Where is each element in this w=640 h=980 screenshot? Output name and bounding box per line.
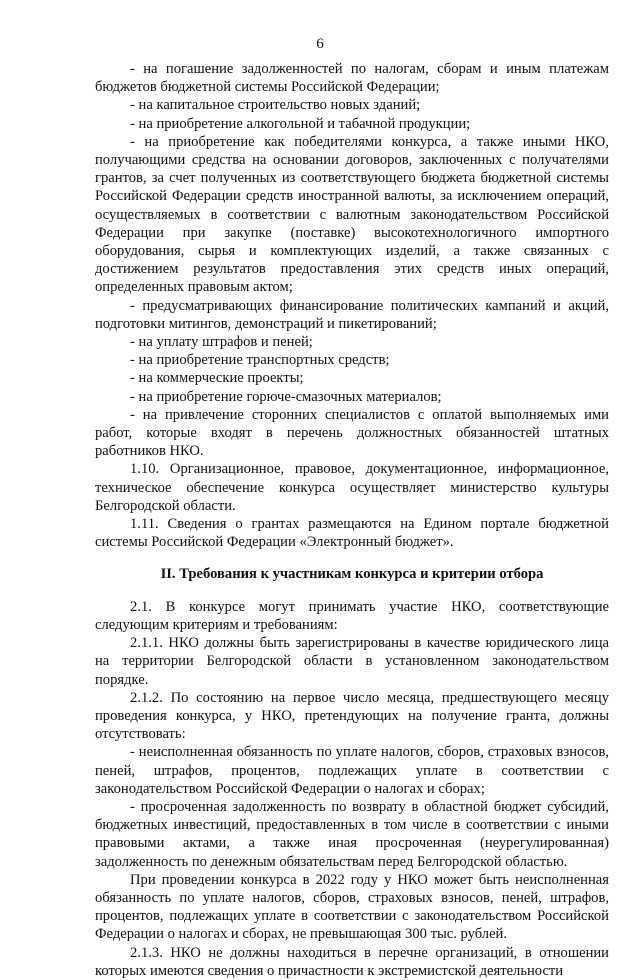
paragraph: - просроченная задолженность по возврату в областной бюджет субсидий, бюджетных инвестиций, предоставленных в том числе в соответствии с иными правовыми актами, а также иная просроченная (неурегулированная) задолженность по денежным обязательствам перед Белгородской областью.	[95, 798, 609, 870]
paragraph: 2.1.1. НКО должны быть зарегистрированы в качестве юридического лица на территории Белгородской области в установленном законодательством порядке.	[95, 635, 609, 688]
paragraph: - на капитальное строительство новых зданий;	[130, 97, 421, 114]
paragraph: - на приобретение алкогольной и табачной продукции;	[130, 115, 471, 132]
section-heading: II. Требования к участникам конкурса и критерии отбора	[160, 566, 544, 583]
paragraph: - на погашение задолженностей по налогам, сборам и иным платежам бюджетов бюджетной системы Российской Федерации;	[95, 61, 609, 96]
paragraph: - на уплату штрафов и пеней;	[130, 334, 313, 351]
paragraph: - на приобретение как победителями конкурса, а также иными НКО, получающими средства на основании договоров, заключенных с получателями грантов, за счет полученных из соответствующего бюджета бюджетной системы Российской Федерации средств иностранной валюты, за исключением операций, осуществляемых в соответствии с валютным законодательством Российской Федерации при закупке (поставке) высокотехнологичного импортного оборудования, сырья и комплектующих изделий, а также связанных с достижением результатов предоставления этих средств иных операций, определенных правовым актом;	[95, 133, 609, 296]
paragraph: - на привлечение сторонних специалистов с оплатой выполняемых ими работ, которые входят в перечень должностных обязанностей штатных работников НКО.	[95, 406, 609, 460]
paragraph: 1.10. Организационное, правовое, документационное, информационное, техническое обеспечение конкурса осуществляет министерство культуры Белгородской области.	[95, 461, 609, 514]
paragraph: - предусматривающих финансирование политических кампаний и акций, подготовки митингов, демонстраций и пикетирований;	[95, 297, 609, 332]
paragraph: - неисполненная обязанность по уплате налогов, сборов, страховых взносов, пеней, штрафов, процентов, подлежащих уплате в соответствии с законодательством Российской Федерации о налогах и сборах;	[95, 744, 609, 797]
document-body	[95, 60, 609, 980]
paragraph: 2.1. В конкурсе могут принимать участие НКО, соответствующие следующим критериям и требованиям:	[95, 598, 609, 633]
paragraph: - на коммерческие проекты;	[130, 370, 304, 387]
paragraph: 2.1.2. По состоянию на первое число месяца, предшествующего месяцу проведения конкурса, у НКО, претендующих на получение гранта, должны отсутствовать:	[95, 689, 609, 743]
paragraph: - на приобретение транспортных средств;	[130, 352, 390, 369]
paragraph: 1.11. Сведения о грантах размещаются на Едином портале бюджетной системы Российской Федерации «Электронный бюджет».	[95, 516, 609, 551]
paragraph: 2.1.3. НКО не должны находиться в перечне организаций, в отношении которых имеются сведения о причастности к экстремистской деятельности	[95, 944, 609, 979]
paragraph: - на приобретение горюче-смазочных материалов;	[130, 388, 442, 405]
paragraph: При проведении конкурса в 2022 году у НКО может быть неисполненная обязанность по уплате налогов, сборов, страховых взносов, пеней, штрафов, процентов, подлежащих уплате в соответствии с законодательством Российской Федерации о налогах и сборах, не превышающая 300 тыс. рублей.	[95, 871, 609, 943]
page-number: 6	[316, 36, 324, 52]
